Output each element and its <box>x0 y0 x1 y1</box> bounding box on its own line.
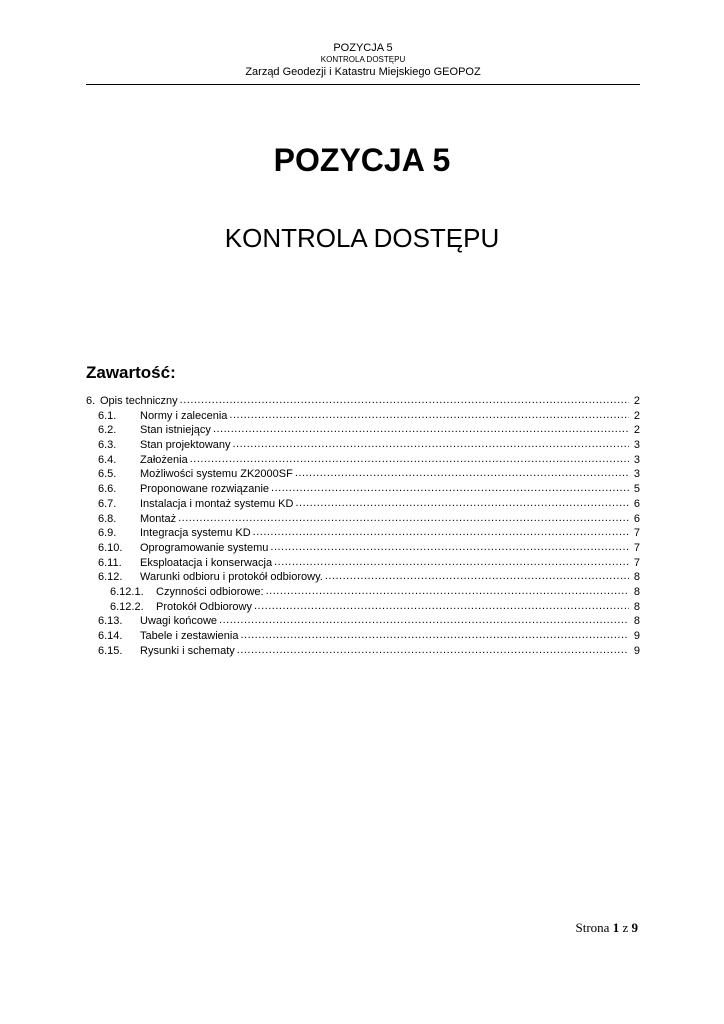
toc-entry[interactable] <box>86 394 640 409</box>
toc-entry-page: 3 <box>633 439 640 452</box>
toc-entry-page: 9 <box>633 630 640 642</box>
toc-entry-title: Proponowane rozwiązanie <box>140 483 270 496</box>
toc-dot-leader <box>180 393 629 408</box>
toc-dot-leader <box>254 599 629 614</box>
footer-total-pages: 9 <box>631 920 638 935</box>
toc-entry-title: Opis techniczny <box>100 395 178 407</box>
toc-entry[interactable] <box>86 541 640 556</box>
toc-entry[interactable] <box>86 453 640 468</box>
toc-entry-title: Protokół Odbiorowy <box>156 600 252 613</box>
footer-current-page: 1 <box>612 920 620 935</box>
toc-dot-leader <box>178 511 629 526</box>
toc-entry[interactable] <box>86 600 640 615</box>
page-footer <box>576 920 638 936</box>
toc-entry-page: 6 <box>633 497 640 510</box>
toc-entry-title: Oprogramowanie systemu <box>140 541 269 554</box>
toc-entry-page: 3 <box>633 453 640 466</box>
toc-entry-page: 7 <box>633 541 640 554</box>
toc-entry-page: 8 <box>633 615 640 628</box>
toc-dot-leader <box>229 408 629 423</box>
toc-dot-leader <box>253 525 629 540</box>
toc-entry[interactable] <box>86 497 640 512</box>
toc-entry-page: 3 <box>633 468 640 481</box>
toc-entry-page: 2 <box>633 424 640 437</box>
toc-entry-page: 8 <box>633 571 640 584</box>
toc-entry-number: 6.1. <box>98 409 117 422</box>
toc-entry-page: 2 <box>633 395 640 407</box>
toc-entry[interactable] <box>86 512 640 527</box>
toc-entry-number: 6.12.1. <box>110 585 144 598</box>
table-of-contents <box>86 394 640 658</box>
toc-entry-number: 6.9. <box>98 527 117 540</box>
toc-entry-number: 6.14. <box>98 630 123 642</box>
toc-entry-title: Stan projektowany <box>140 439 231 452</box>
toc-entry-page: 7 <box>633 556 640 569</box>
toc-entry-title: Czynności odbiorowe: <box>156 585 264 598</box>
toc-entry-number: 6.2. <box>98 424 117 437</box>
header-divider <box>86 84 640 85</box>
toc-dot-leader <box>271 481 629 496</box>
toc-entry-number: 6.7. <box>98 497 117 510</box>
header-position: POZYCJA 5 <box>333 42 393 54</box>
document-subtitle: KONTROLA DOSTĘPU <box>224 223 500 253</box>
toc-entry-number: 6.15. <box>98 644 123 657</box>
toc-entry-number: 6.3. <box>98 439 117 452</box>
toc-dot-leader <box>274 555 629 570</box>
footer-page-label: Strona <box>575 920 610 935</box>
footer-separator: z <box>622 920 629 935</box>
toc-entry-page: 7 <box>633 527 640 540</box>
toc-dot-leader <box>219 613 629 628</box>
toc-entry[interactable] <box>86 644 640 659</box>
toc-heading: Zawartość: <box>86 363 176 382</box>
page-header <box>86 42 640 79</box>
toc-dot-leader <box>270 540 629 555</box>
toc-dot-leader <box>213 422 629 437</box>
toc-entry[interactable] <box>86 614 640 629</box>
toc-entry-title: Instalacja i montaż systemu KD <box>140 497 294 510</box>
toc-dot-leader <box>233 437 630 452</box>
toc-entry[interactable] <box>86 585 640 600</box>
toc-entry-title: Możliwości systemu ZK2000SF <box>140 468 293 481</box>
toc-entry-title: Założenia <box>140 453 188 466</box>
toc-dot-leader <box>266 584 629 599</box>
toc-entry-title: Stan istniejący <box>140 424 211 437</box>
toc-entry-number: 6.6. <box>98 483 117 496</box>
toc-entry-page: 5 <box>633 483 640 496</box>
toc-entry[interactable] <box>86 423 640 438</box>
toc-entry-number: 6.12. <box>98 571 123 584</box>
toc-entry-title: Normy i zalecenia <box>140 409 228 422</box>
toc-dot-leader <box>190 452 629 467</box>
toc-entry-number: 6.5. <box>98 468 117 481</box>
toc-entry-page: 2 <box>633 409 640 422</box>
toc-entry-number: 6.13. <box>98 615 123 628</box>
toc-entry-number: 6.11. <box>98 556 122 569</box>
toc-entry-title: Warunki odbioru i protokół odbiorowy. <box>140 571 323 584</box>
toc-entry[interactable] <box>86 438 640 453</box>
toc-entry[interactable] <box>86 409 640 424</box>
toc-dot-leader <box>237 643 629 658</box>
toc-entry[interactable] <box>86 482 640 497</box>
toc-entry-title: Eksploatacja i konserwacja <box>140 556 273 569</box>
toc-entry[interactable] <box>86 526 640 541</box>
toc-entry-title: Montaż <box>140 512 177 525</box>
toc-entry[interactable] <box>86 629 640 644</box>
toc-entry-number: 6.8. <box>98 512 117 525</box>
header-subject: KONTROLA DOSTĘPU <box>320 55 406 64</box>
toc-dot-leader <box>240 628 629 643</box>
toc-entry-page: 8 <box>633 600 640 613</box>
header-organization: Zarząd Geodezji i Katastru Miejskiego GEOPOZ <box>245 66 481 78</box>
toc-dot-leader <box>295 496 629 511</box>
toc-entry-number: 6.12.2. <box>110 600 144 613</box>
toc-entry-number: 6.4. <box>98 453 117 466</box>
document-title: POZYCJA 5 <box>273 142 451 178</box>
toc-entry-title: Tabele i zestawienia <box>140 630 239 642</box>
toc-dot-leader <box>295 466 629 481</box>
toc-entry-title: Rysunki i schematy <box>140 644 235 657</box>
toc-entry[interactable] <box>86 570 640 585</box>
toc-entry-page: 8 <box>633 585 640 598</box>
toc-dot-leader <box>325 569 629 584</box>
toc-entry-page: 6 <box>633 512 640 525</box>
toc-entry[interactable] <box>86 556 640 571</box>
toc-entry-title: Uwagi końcowe <box>140 615 218 628</box>
toc-entry-page: 9 <box>633 644 640 657</box>
toc-entry-number: 6. <box>86 395 96 407</box>
toc-entry-number: 6.10. <box>98 541 123 554</box>
toc-entry[interactable] <box>86 467 640 482</box>
toc-entry-title: Integracja systemu KD <box>140 527 251 540</box>
